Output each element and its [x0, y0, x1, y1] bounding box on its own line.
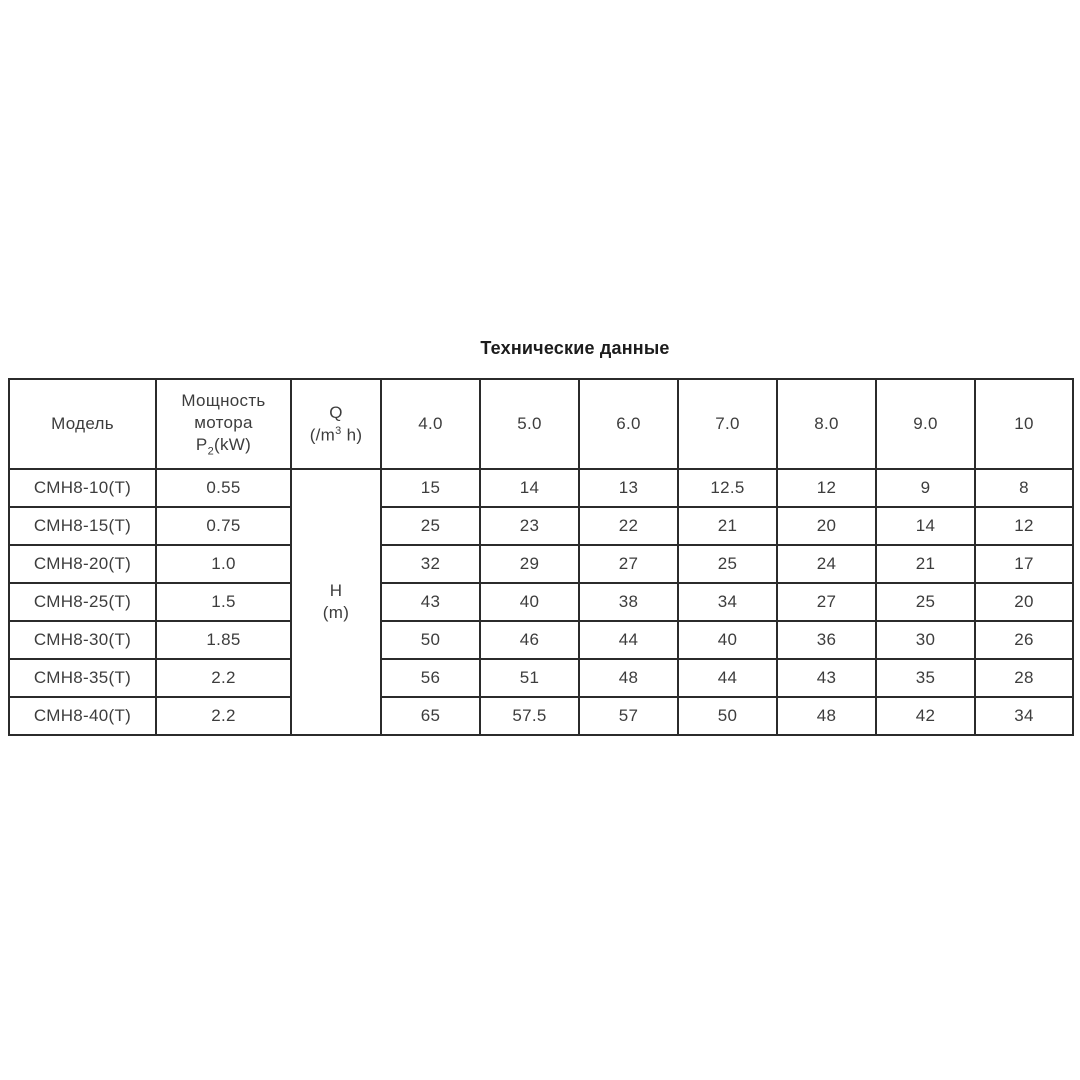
cell-value: 21: [678, 507, 777, 545]
cell-value: 12: [975, 507, 1073, 545]
cell-power: 1.85: [156, 621, 291, 659]
cell-power: 0.75: [156, 507, 291, 545]
cell-value: 42: [876, 697, 975, 735]
cell-value: 20: [777, 507, 876, 545]
cell-value: 9: [876, 469, 975, 507]
table-row: [9, 545, 1073, 583]
power-header-unit: $P_2(kW)$: [195, 434, 252, 458]
col-header-q-9: 9.0: [876, 379, 975, 469]
cell-value: 34: [975, 697, 1073, 735]
col-header-q-8: 8.0: [777, 379, 876, 469]
cell-value: 36: [777, 621, 876, 659]
q-header-label: Q: [329, 402, 343, 422]
cell-value: 26: [975, 621, 1073, 659]
power-subscript: 2: [207, 445, 214, 458]
cell-model: СМН8-30(Т): [9, 621, 156, 659]
cell-value: 24: [777, 545, 876, 583]
cell-power: 1.0: [156, 545, 291, 583]
cell-value: 14: [480, 469, 579, 507]
cell-value: 50: [381, 621, 480, 659]
cell-value: 44: [678, 659, 777, 697]
q-superscript: 3: [335, 424, 342, 437]
cell-model: СМН8-10(Т): [9, 469, 156, 507]
cell-model: СМН8-20(Т): [9, 545, 156, 583]
header-row: [9, 379, 1073, 469]
col-header-q-4: 4.0: [381, 379, 480, 469]
col-header-q-10: 10: [975, 379, 1073, 469]
cell-value: 25: [678, 545, 777, 583]
cell-power: 2.2: [156, 659, 291, 697]
cell-model: СМН8-35(Т): [9, 659, 156, 697]
col-header-model: [9, 379, 156, 469]
page-title: Технические данные: [480, 338, 670, 358]
h-unit: (m): [322, 603, 350, 622]
cell-value: 57.5: [480, 697, 579, 735]
cell-value: 40: [678, 621, 777, 659]
cell-value: 27: [777, 583, 876, 621]
cell-value: 25: [876, 583, 975, 621]
col-header-power: [156, 379, 291, 469]
table-row: [9, 583, 1073, 621]
cell-value: 12.5: [678, 469, 777, 507]
cell-value: 56: [381, 659, 480, 697]
cell-value: 51: [480, 659, 579, 697]
power-header-line2: мотора: [194, 412, 253, 432]
cell-power: 2.2: [156, 697, 291, 735]
col-header-q-6: 6.0: [579, 379, 678, 469]
cell-value: 22: [579, 507, 678, 545]
cell-value: 34: [678, 583, 777, 621]
cell-value: 25: [381, 507, 480, 545]
cell-value: 44: [579, 621, 678, 659]
cell-value: 46: [480, 621, 579, 659]
cell-value: 28: [975, 659, 1073, 697]
model-header-label: Модель: [51, 414, 114, 433]
cell-value: 43: [777, 659, 876, 697]
power-header-line1: Мощность: [181, 390, 266, 410]
cell-value: 30: [876, 621, 975, 659]
cell-value: 40: [480, 583, 579, 621]
q-header-unit: ($/m^3$ h): [309, 424, 363, 445]
cell-model: СМН8-25(Т): [9, 583, 156, 621]
cell-value: 27: [579, 545, 678, 583]
cell-value: 29: [480, 545, 579, 583]
col-header-q: [291, 379, 381, 469]
table-row: [9, 507, 1073, 545]
technical-data-table: [8, 378, 1074, 736]
cell-power: 0.55: [156, 469, 291, 507]
cell-value: 35: [876, 659, 975, 697]
h-label: H: [329, 580, 343, 600]
col-header-q-7: 7.0: [678, 379, 777, 469]
cell-value: 20: [975, 583, 1073, 621]
cell-value: 50: [678, 697, 777, 735]
table-row: [9, 621, 1073, 659]
cell-value: 32: [381, 545, 480, 583]
cell-value: 15: [381, 469, 480, 507]
cell-value: 48: [777, 697, 876, 735]
cell-value: 43: [381, 583, 480, 621]
cell-value: 21: [876, 545, 975, 583]
cell-value: 14: [876, 507, 975, 545]
cell-value: 23: [480, 507, 579, 545]
table-row: [9, 469, 1073, 507]
h-merged-cell: [291, 469, 381, 735]
cell-value: 8: [975, 469, 1073, 507]
cell-value: 48: [579, 659, 678, 697]
cell-value: 38: [579, 583, 678, 621]
table-row: [9, 659, 1073, 697]
cell-value: 65: [381, 697, 480, 735]
cell-value: 12: [777, 469, 876, 507]
cell-value: 57: [579, 697, 678, 735]
table-row: [9, 697, 1073, 735]
cell-value: 13: [579, 469, 678, 507]
cell-value: 17: [975, 545, 1073, 583]
col-header-q-5: 5.0: [480, 379, 579, 469]
cell-model: СМН8-40(Т): [9, 697, 156, 735]
cell-model: СМН8-15(Т): [9, 507, 156, 545]
cell-power: 1.5: [156, 583, 291, 621]
